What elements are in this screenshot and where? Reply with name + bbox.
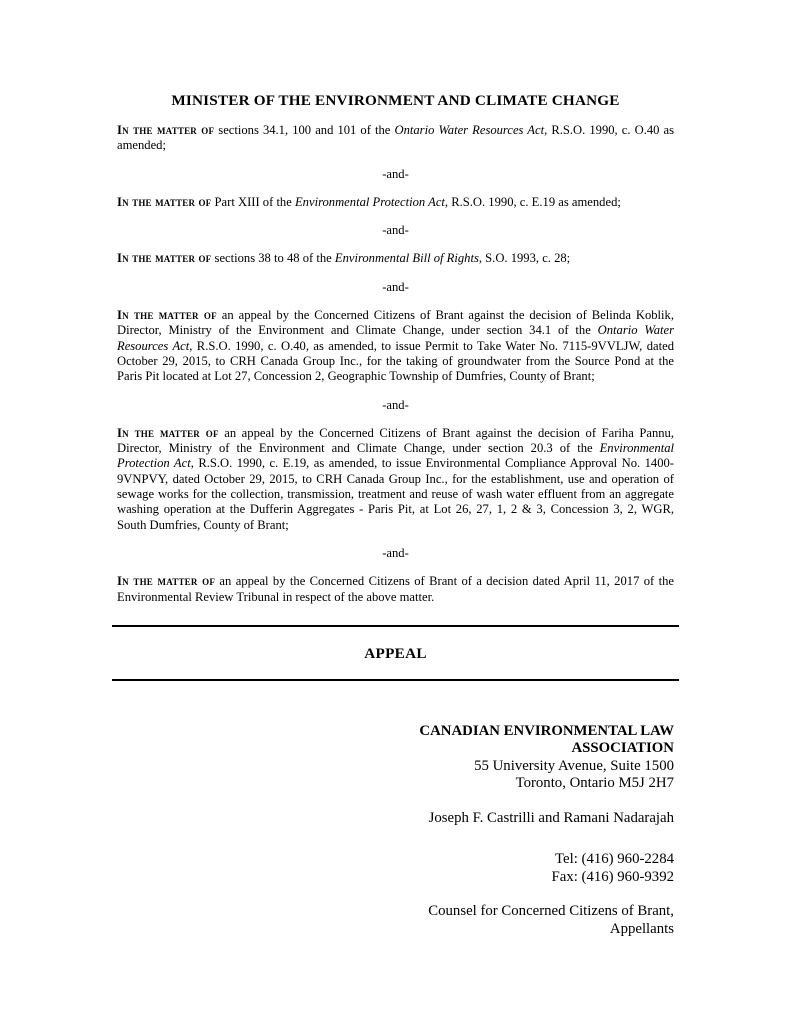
and-separator: -and- — [382, 166, 409, 181]
matter-paragraph — [117, 251, 674, 266]
matter-paragraph — [117, 195, 674, 210]
role-group — [117, 903, 674, 938]
counsel-names: Joseph F. Castrilli and Ramani Nadarajah — [428, 809, 674, 826]
and-separator: -and- — [382, 397, 409, 412]
matter-paragraph — [117, 123, 674, 154]
and-separator: -and- — [382, 545, 409, 560]
matter-text: an appeal by the Concerned Citizens of Brant of a decision dated April 11, 2017 of the Environmental Review Tribunal in respect of the above matter. — [117, 574, 674, 604]
matter-text: an appeal by the Concerned Citizens of Brant against the decision of Belinda Koblik, Director, Ministry of the Environment and Climate Change, under section 34.1 of the — [117, 308, 675, 338]
matter-text: an appeal by the Concerned Citizens of Brant against the decision of Fariha Pannu, Director, Ministry of the Environment and Climate Change, under section 20.3 of the — [117, 425, 674, 456]
matter-lead: In the matter of — [117, 425, 219, 440]
statute-name: Ontario Water Resources Act — [117, 323, 674, 353]
phone-group — [117, 851, 674, 886]
statute-name: Environmental Protection Act — [294, 194, 445, 209]
document-title: MINISTER OF THE ENVIRONMENT AND CLIMATE CHANGE — [171, 92, 620, 109]
matter-lead: In the matter of — [117, 308, 217, 323]
matter-text: , R.S.O. 1990, c. E.19 as amended; — [444, 194, 621, 209]
section-rule-bottom — [112, 679, 679, 681]
statute-name: Environmental Protection Act — [117, 441, 674, 471]
matter-paragraph — [117, 574, 674, 605]
matter-text: sections 34.1, 100 and 101 of the — [214, 123, 395, 137]
matter-lead: In the matter of — [117, 123, 215, 137]
statute-name: Ontario Water Resources Act — [394, 123, 545, 137]
organization-group — [117, 723, 674, 793]
contact-block — [117, 723, 674, 939]
matter-lead: In the matter of — [117, 251, 212, 266]
address-line-1: 55 University Avenue, Suite 1500 — [474, 757, 674, 774]
matter-text: Part XIII of the — [211, 194, 295, 209]
matter-lead: In the matter of — [117, 194, 212, 209]
appeal-heading: APPEAL — [364, 644, 427, 662]
and-separator: -and- — [382, 279, 409, 294]
matter-lead: In the matter of — [117, 574, 216, 589]
telephone-line: Tel: (416) 960-2284 — [555, 851, 674, 868]
matter-text: , R.S.O. 1990, c. E.19, as amended, to issue Environmental Compliance Approval No. 1400-9VNPVY, dated October 29, 2015, to CRH Canada Group Inc., for the establishment, use and operation of sewage works for the collection, transmission, treatment and reuse of wash water effluent from an aggregate washing operation at the Dufferin Aggregates - Paris Pit, at Lot 26, 27, 1, 2 & 3, Concession 3, 2, WGR, South Dumfries, County of Brant; — [117, 456, 674, 532]
matter-text: sections 38 to 48 of the — [211, 251, 335, 266]
counsel-role-line-2: Appellants — [609, 920, 674, 937]
matter-text: , R.S.O. 1990, c. O.40, as amended, to issue Permit to Take Water No. 7115-9VVLJW, dated October 29, 2015, to CRH Canada Group Inc., for the taking of groundwater from the Source Pond at the Paris Pit located at Lot 27, Concession 2, Geographic Township of Dumfries, County of Brant; — [117, 338, 674, 384]
matter-text: , S.O. 1993, c. 28; — [478, 251, 571, 266]
matter-paragraph — [117, 308, 674, 384]
fax-line: Fax: (416) 960-9392 — [551, 868, 674, 885]
section-rule-top — [112, 625, 679, 627]
address-line-2: Toronto, Ontario M5J 2H7 — [515, 775, 674, 792]
matter-text: , R.S.O. 1990, c. O.40 as amended; — [117, 123, 675, 153]
statute-name: Environmental Bill of Rights — [334, 251, 479, 266]
organization-name-line-1: CANADIAN ENVIRONMENTAL LAW — [419, 722, 674, 739]
counsel-role-line-1: Counsel for Concerned Citizens of Brant, — [428, 903, 674, 920]
and-separator: -and- — [382, 223, 409, 238]
matter-paragraph — [117, 426, 674, 533]
organization-name-line-2: ASSOCIATION — [571, 740, 674, 757]
